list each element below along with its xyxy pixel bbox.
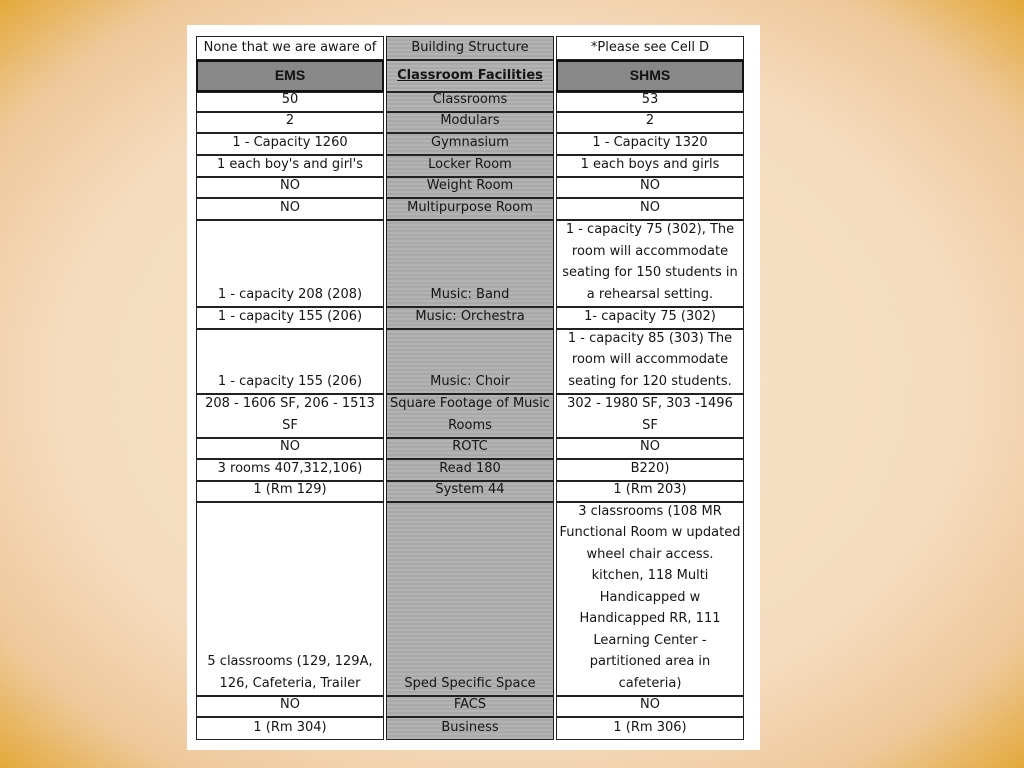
facility-cell: Modulars: [386, 112, 554, 133]
shms-cell: *Please see Cell D: [556, 36, 744, 60]
table-row: [196, 459, 744, 481]
ems-cell: 5 classrooms (129, 129A, 126, Cafeteria, Trailer: [196, 502, 384, 696]
facility-cell: Weight Room: [386, 177, 554, 198]
ems-header: EMS: [196, 60, 384, 92]
ems-cell: 1 - Capacity 1260: [196, 133, 384, 155]
table-row: [196, 155, 744, 177]
table-row: [196, 329, 744, 394]
shms-cell: 1 (Rm 203): [556, 481, 744, 502]
facility-cell: Business: [386, 717, 554, 740]
facility-cell: Locker Room: [386, 155, 554, 177]
facility-header: Classroom Facilities: [386, 60, 554, 92]
shms-cell: 1 - Capacity 1320: [556, 133, 744, 155]
ems-cell: NO: [196, 177, 384, 198]
shms-cell: 1 - capacity 75 (302), The room will accommodate seating for 150 students in a rehearsal setting.: [556, 220, 744, 307]
facility-cell: Music: Choir: [386, 329, 554, 394]
ems-cell: 208 - 1606 SF, 206 - 1513 SF: [196, 394, 384, 438]
table-row: [196, 307, 744, 329]
ems-cell: 1 (Rm 304): [196, 717, 384, 740]
table-row: [196, 112, 744, 133]
shms-cell: 302 - 1980 SF, 303 -1496 SF: [556, 394, 744, 438]
shms-cell: 53: [556, 92, 744, 112]
shms-header: SHMS: [556, 60, 744, 92]
table-row: [196, 438, 744, 459]
shms-cell: NO: [556, 177, 744, 198]
table-row: [196, 502, 744, 696]
shms-cell: 1 (Rm 306): [556, 717, 744, 740]
header-row: [196, 60, 744, 92]
shms-cell: NO: [556, 438, 744, 459]
ems-cell: 1 each boy's and girl's: [196, 155, 384, 177]
facility-cell: ROTC: [386, 438, 554, 459]
ems-cell: 50: [196, 92, 384, 112]
facility-cell: Gymnasium: [386, 133, 554, 155]
shms-cell: B220): [556, 459, 744, 481]
ems-cell: 1 - capacity 155 (206): [196, 329, 384, 394]
facility-cell: Building Structure: [386, 36, 554, 60]
facility-cell: Music: Orchestra: [386, 307, 554, 329]
ems-cell: None that we are aware of: [196, 36, 384, 60]
facility-cell: System 44: [386, 481, 554, 502]
table-row: [196, 696, 744, 717]
table-row: [196, 36, 744, 60]
shms-cell: NO: [556, 198, 744, 220]
table-row: [196, 177, 744, 198]
table-row: [196, 198, 744, 220]
shms-cell: 3 classrooms (108 MR Functional Room w updated wheel chair access. kitchen, 118 Multi Handicapped w Handicapped RR, 111 Learning Center - partitioned area in cafeteria): [556, 502, 744, 696]
table-row: [196, 481, 744, 502]
table-row: [196, 92, 744, 112]
shms-cell: 2: [556, 112, 744, 133]
ems-cell: 1 (Rm 129): [196, 481, 384, 502]
ems-cell: 1 - capacity 155 (206): [196, 307, 384, 329]
ems-cell: 1 - capacity 208 (208): [196, 220, 384, 307]
table-row: [196, 133, 744, 155]
table-row: [196, 717, 744, 740]
ems-cell: 3 rooms 407,312,106): [196, 459, 384, 481]
table-row: [196, 220, 744, 307]
shms-cell: 1 each boys and girls: [556, 155, 744, 177]
facility-cell: Sped Specific Space: [386, 502, 554, 696]
facility-cell: Square Footage of Music Rooms: [386, 394, 554, 438]
shms-cell: 1 - capacity 85 (303) The room will accommodate seating for 120 students.: [556, 329, 744, 394]
shms-cell: 1- capacity 75 (302): [556, 307, 744, 329]
ems-cell: NO: [196, 198, 384, 220]
facility-cell: FACS: [386, 696, 554, 717]
ems-cell: 2: [196, 112, 384, 133]
facility-cell: Read 180: [386, 459, 554, 481]
ems-cell: NO: [196, 438, 384, 459]
ems-cell: NO: [196, 696, 384, 717]
facility-cell: Classrooms: [386, 92, 554, 112]
shms-cell: NO: [556, 696, 744, 717]
facility-cell: Music: Band: [386, 220, 554, 307]
table-row: [196, 394, 744, 438]
facility-cell: Multipurpose Room: [386, 198, 554, 220]
